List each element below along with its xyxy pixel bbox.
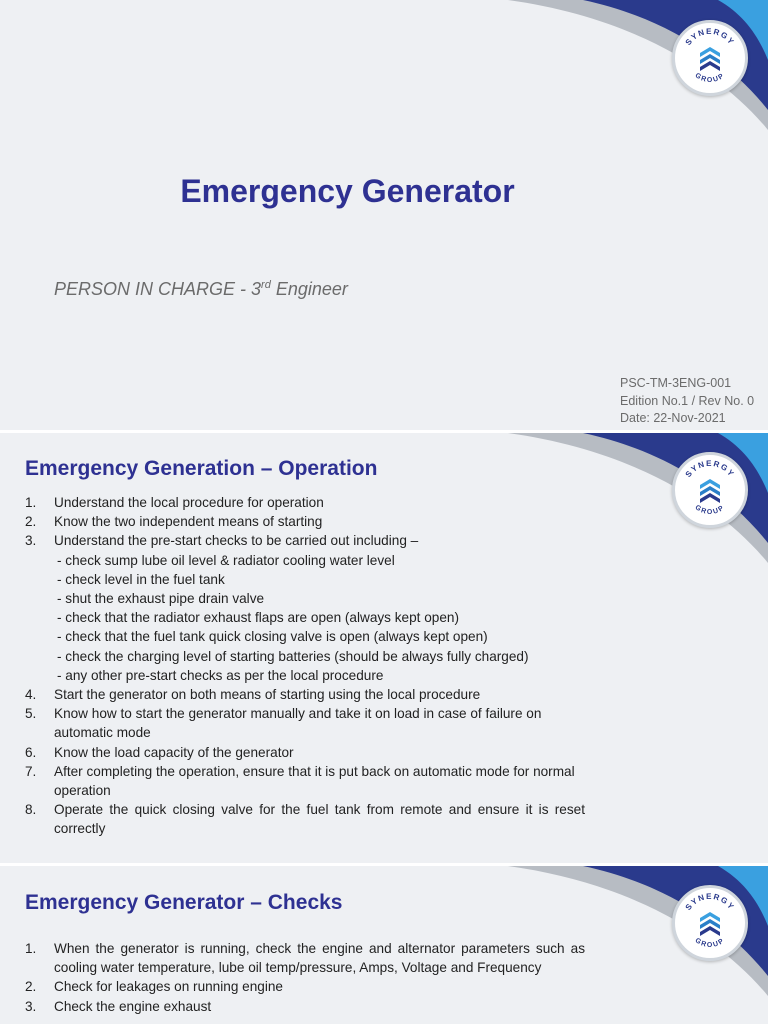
list-text: Know the two independent means of starting [54,514,323,530]
svg-text:SYNERGY: SYNERGY [683,891,737,912]
sub-list-item: - check that the fuel tank quick closing valve is open (always kept open) [57,629,488,645]
list-item [25,997,585,1016]
list-text: Start the generator on both means of starting using the local procedure [54,687,481,703]
synergy-group-logo [672,452,748,528]
section-heading-checks: Emergency Generator – Checks [25,891,343,914]
list-number: 2. [25,514,37,530]
operation-slide [0,433,768,863]
svg-text:SYNERGY: SYNERGY [683,26,737,47]
list-item [25,939,585,977]
list-text: When the generator is running, check the engine and alternator parameters such as cooling water temperature, lube oil temp/pressure, Amps, Voltage and Frequency [54,941,585,976]
list-item [25,531,585,550]
list-item [25,800,585,838]
sub-list-item: - check level in the fuel tank [57,571,225,587]
list-text: After completing the operation, ensure that it is put back on automatic mode for normal operation [54,763,575,799]
list-text: Understand the local procedure for operation [54,495,324,510]
list-number: 6. [25,744,37,760]
subtitle-suffix: Engineer [270,279,348,299]
page-title: Emergency Generator [180,173,515,209]
list-text: Operate the quick closing valve for the fuel tank from remote and ensure it is reset correctly [54,802,585,837]
list-item [25,685,585,704]
list-text: Know the load capacity of the generator [54,744,294,760]
list-number: 1. [25,495,37,510]
list-number: 8. [25,802,37,818]
list-item [25,977,585,996]
list-item [25,493,585,512]
list-item [25,743,585,762]
edition-revision: Edition No.1 / Rev No. 0 [620,393,755,408]
person-in-charge-subtitle [54,279,348,300]
sub-list-item: - check sump lube oil level & radiator cooling water level [57,552,395,568]
section-heading-operation: Emergency Generation – Operation [25,457,378,480]
checks-slide [0,866,768,1024]
svg-text:GROUP: GROUP [693,504,727,517]
title-slide [0,0,768,430]
subtitle-superscript: rd [261,279,271,291]
document-code: PSC-TM-3ENG-001 [620,376,732,390]
synergy-group-logo [672,885,748,961]
list-text: Check for leakages on running engine [54,979,283,995]
operation-list [25,493,585,839]
document-metadata [620,375,754,428]
list-number: 2. [25,979,37,995]
svg-text:GROUP: GROUP [693,937,727,950]
document-date: Date: 22-Nov-2021 [620,411,726,425]
checks-list [25,939,585,1016]
list-number: 4. [25,687,37,703]
subtitle-prefix: PERSON IN CHARGE - 3 [54,279,262,299]
list-item [25,704,585,742]
list-text: Understand the pre-start checks to be carried out including – [54,533,419,549]
sub-list-item: - shut the exhaust pipe drain valve [57,591,265,607]
list-number: 5. [25,706,37,722]
sub-list-item: - check that the radiator exhaust flaps are open (always kept open) [57,610,459,626]
sub-list-item: - check the charging level of starting batteries (should be always fully charged) [57,648,529,664]
svg-text:SYNERGY: SYNERGY [683,458,737,479]
list-number: 3. [25,533,37,549]
list-number: 1. [25,941,37,956]
list-text: Check the engine exhaust [54,998,212,1014]
synergy-group-logo [672,20,748,96]
svg-text:GROUP: GROUP [693,72,727,85]
list-number: 7. [25,763,37,779]
list-number: 3. [25,998,37,1014]
sub-list-item: - any other pre-start checks as per the local procedure [57,667,384,683]
list-item [25,512,585,531]
list-item [25,762,585,800]
list-text: Know how to start the generator manually and take it on load in case of failure on automatic mode [54,706,542,741]
